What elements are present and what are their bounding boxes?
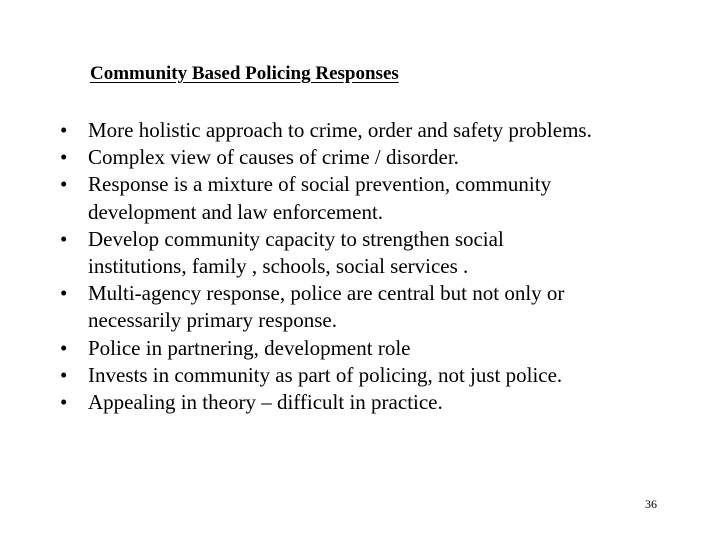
bullet-icon: • xyxy=(60,172,68,197)
bullet-icon: • xyxy=(60,281,68,306)
list-item xyxy=(60,280,700,334)
bullet-line: Develop community capacity to strengthen social xyxy=(88,226,504,251)
list-item xyxy=(60,171,700,225)
bullet-line: Police in partnering, development role xyxy=(88,335,411,360)
bullet-text xyxy=(88,144,700,171)
bullet-line: Multi-agency response, police are central but not only or xyxy=(88,281,565,306)
bullet-icon: • xyxy=(60,390,68,415)
bullet-line: development and law enforcement. xyxy=(88,199,384,224)
bullet-text xyxy=(88,171,700,225)
bullet-line: Complex view of causes of crime / disorder. xyxy=(88,145,459,170)
bullet-text xyxy=(88,362,700,389)
list-item xyxy=(60,144,700,171)
bullet-text xyxy=(88,335,700,362)
slide-title: Community Based Policing Responses xyxy=(90,63,399,84)
bullet-list xyxy=(60,117,700,416)
bullet-line: necessarily primary response. xyxy=(88,308,337,333)
bullet-text xyxy=(88,117,700,144)
bullet-icon: • xyxy=(60,226,68,251)
list-item xyxy=(60,226,700,280)
list-item xyxy=(60,117,700,144)
list-item xyxy=(60,335,700,362)
bullet-icon: • xyxy=(60,145,68,170)
bullet-icon: • xyxy=(60,118,68,142)
page-number: 36 xyxy=(645,497,657,511)
bullet-line: Invests in community as part of policing, not just police. xyxy=(88,362,563,387)
bullet-line: Response is a mixture of social prevention, community xyxy=(88,172,552,197)
bullet-text xyxy=(88,226,700,280)
bullet-text xyxy=(88,280,700,334)
bullet-line: institutions, family , schools, social services . xyxy=(88,254,469,279)
list-item xyxy=(60,362,700,389)
bullet-line: Appealing in theory – difficult in practice. xyxy=(88,390,443,415)
bullet-icon: • xyxy=(60,362,68,387)
bullet-icon: • xyxy=(60,335,68,360)
bullet-text xyxy=(88,389,700,416)
bullet-line: More holistic approach to crime, order and safety problems. xyxy=(88,118,592,142)
list-item xyxy=(60,389,700,416)
